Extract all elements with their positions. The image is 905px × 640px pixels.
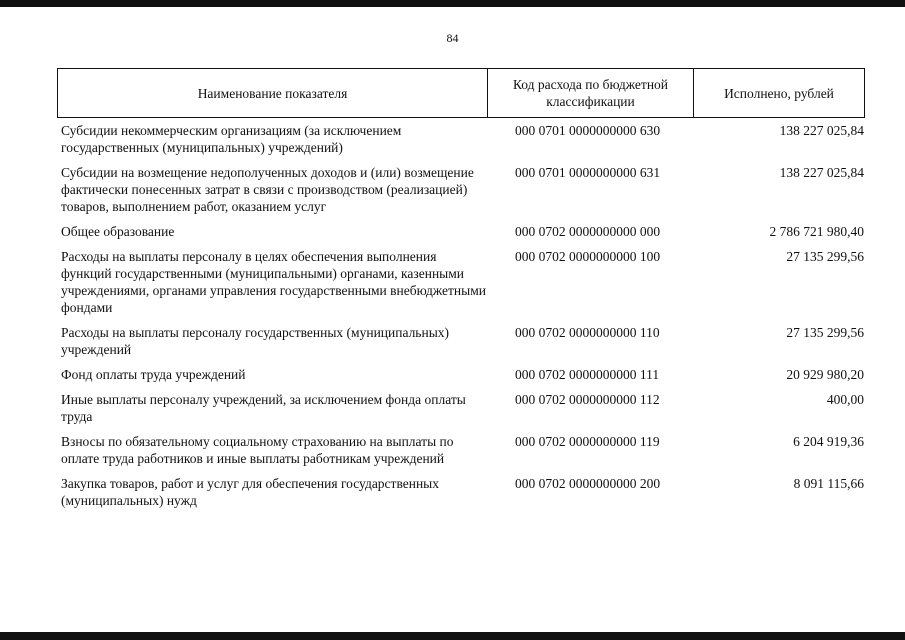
table-row <box>57 391 865 425</box>
table-row <box>57 433 865 467</box>
row-code: 000 0702 0000000000 200 <box>515 476 661 491</box>
row-code: 000 0702 0000000000 112 <box>515 392 660 407</box>
row-name: Иные выплаты персоналу учреждений, за исключением фонда оплаты труда <box>61 392 466 424</box>
header-executed: Исполнено, рублей <box>724 85 834 101</box>
table-row <box>57 366 865 383</box>
row-code: 000 0702 0000000000 111 <box>515 367 660 382</box>
row-amount: 20 929 980,20 <box>786 367 864 382</box>
row-name: Фонд оплаты труда учреждений <box>61 367 246 382</box>
row-amount: 2 786 721 980,40 <box>769 224 864 239</box>
table-row <box>57 164 865 215</box>
table-row <box>57 475 865 509</box>
table-body <box>57 122 865 517</box>
row-amount: 27 135 299,56 <box>786 249 864 264</box>
row-amount: 400,00 <box>826 392 864 407</box>
row-name: Закупка товаров, работ и услуг для обеспечения государственных (муниципальных) нужд <box>61 476 440 508</box>
table-row <box>57 122 865 156</box>
header-name: Наименование показателя <box>58 69 488 117</box>
table-row <box>57 324 865 358</box>
row-code: 000 0701 0000000000 631 <box>515 165 661 180</box>
row-amount: 138 227 025,84 <box>779 165 864 180</box>
row-code: 000 0701 0000000000 630 <box>515 123 661 138</box>
table-row <box>57 248 865 316</box>
row-name: Общее образование <box>61 224 175 239</box>
table-row <box>57 223 865 240</box>
row-amount: 8 091 115,66 <box>793 476 864 491</box>
row-amount: 27 135 299,56 <box>786 325 864 340</box>
page-number: 84 <box>446 31 459 45</box>
row-code: 000 0702 0000000000 119 <box>515 434 660 449</box>
row-name: Субсидии некоммерческим организациям (за исключением государственных (муниципальных) учреждений) <box>61 123 402 155</box>
row-code: 000 0702 0000000000 000 <box>515 224 661 239</box>
bottom-border <box>0 632 905 640</box>
table-header <box>57 68 865 118</box>
row-code: 000 0702 0000000000 100 <box>515 249 661 264</box>
row-amount: 6 204 919,36 <box>793 434 864 449</box>
row-amount: 138 227 025,84 <box>779 123 864 138</box>
row-name: Расходы на выплаты персоналу государственных (муниципальных) учреждений <box>61 325 450 357</box>
row-name: Взносы по обязательному социальному страхованию на выплаты по оплате труда работников и иные выплаты работникам учреждений <box>61 434 454 466</box>
row-name: Субсидии на возмещение недополученных доходов и (или) возмещение фактически понесенных затрат в связи с производством (реализацией) товаров, выполнением работ, оказанием услуг <box>61 165 474 214</box>
header-code: Код расхода по бюджетной классификации <box>488 69 694 117</box>
row-code: 000 0702 0000000000 110 <box>515 325 660 340</box>
top-border <box>0 0 905 7</box>
row-name: Расходы на выплаты персоналу в целях обеспечения выполнения функций государственными (муниципальными) органами, казенными учреждениями, органами управления государственными внебюджетными фондами <box>61 249 486 315</box>
